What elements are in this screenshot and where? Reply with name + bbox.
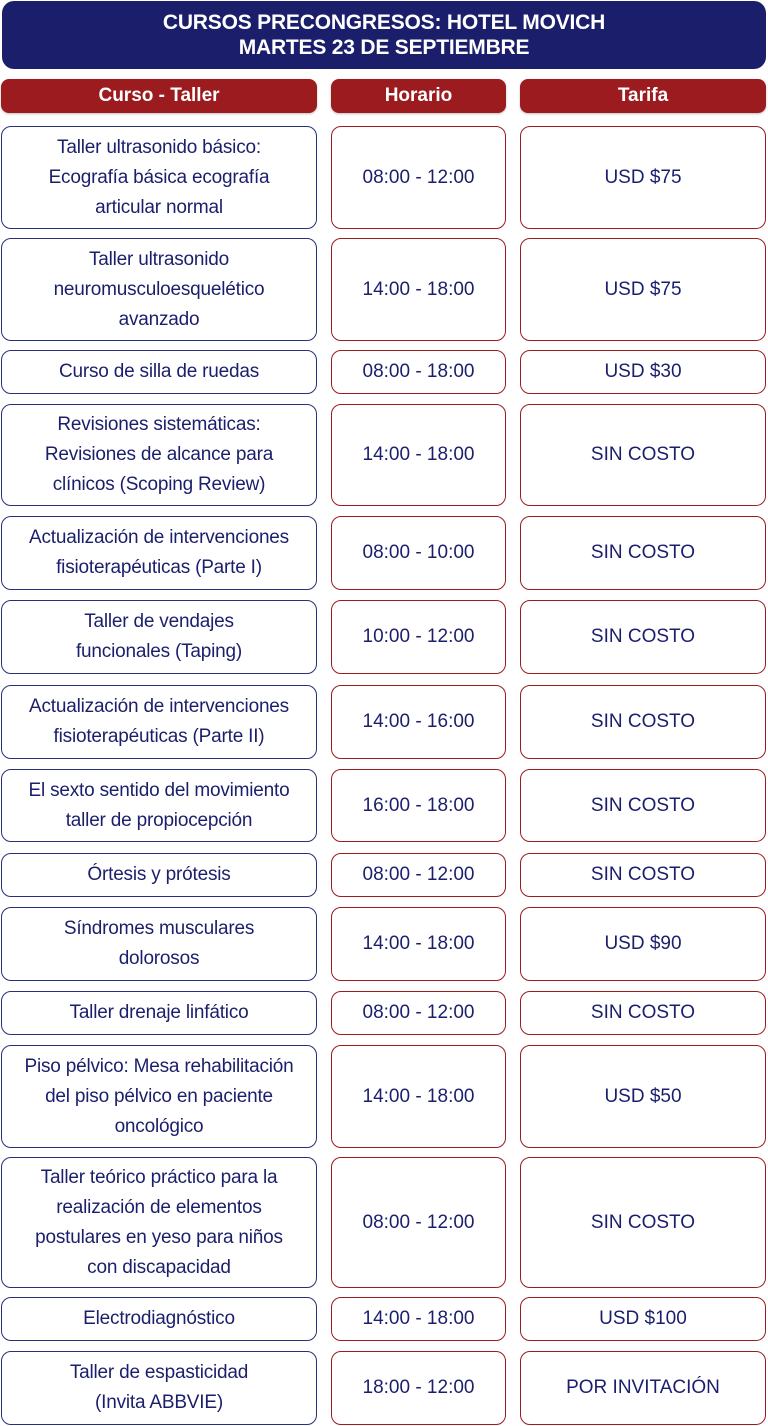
course-name-line: clínicos (Scoping Review) [52, 474, 266, 495]
course-cell [1, 1157, 317, 1288]
fee-cell: USD $30 [520, 350, 766, 394]
course-name-line: Revisiones de alcance para [44, 444, 274, 465]
course-cell [1, 600, 317, 674]
fee-cell: SIN COSTO [520, 516, 766, 590]
fee-cell: USD $75 [520, 126, 766, 229]
course-name [87, 860, 230, 890]
course-cell [1, 516, 317, 590]
time-cell: 08:00 - 18:00 [331, 350, 506, 394]
course-name-line: Ecografía básica ecografía [48, 166, 270, 188]
course-cell [1, 350, 317, 394]
course-name [76, 607, 242, 667]
course-name [45, 410, 273, 500]
course-name-line: Curso de silla de ruedas [58, 361, 260, 382]
course-name-line: dolorosos [118, 948, 200, 969]
column-header-course: Curso - Taller [1, 79, 317, 113]
time-cell: 14:00 - 18:00 [331, 1297, 506, 1341]
page-title [2, 1, 766, 69]
time-cell: 10:00 - 12:00 [331, 600, 506, 674]
course-cell [1, 1351, 317, 1425]
course-name [24, 1052, 293, 1142]
time-cell: 14:00 - 18:00 [331, 1045, 506, 1148]
course-name-line: del piso pélvico en paciente [45, 1085, 273, 1107]
course-name-line: Actualización de intervenciones [29, 696, 289, 717]
fee-cell: SIN COSTO [520, 769, 766, 842]
course-name-line: Electrodiagnóstico [83, 1308, 235, 1329]
fee-cell: POR INVITACIÓN [520, 1351, 766, 1425]
time-cell: 14:00 - 18:00 [331, 238, 506, 341]
fee-cell: USD $90 [520, 907, 766, 981]
course-cell [1, 404, 317, 506]
course-cell [1, 685, 317, 759]
course-name [83, 1304, 235, 1334]
course-name-line: (Invita ABBVIE) [95, 1392, 223, 1413]
course-cell [1, 907, 317, 981]
course-name-line: Taller de espasticidad [69, 1362, 249, 1383]
fee-cell: SIN COSTO [520, 853, 766, 897]
course-name-line: Taller teórico práctico para la [40, 1166, 278, 1188]
time-cell: 08:00 - 12:00 [331, 1157, 506, 1288]
course-name [49, 133, 270, 223]
course-cell [1, 238, 317, 341]
fee-cell: SIN COSTO [520, 685, 766, 759]
time-cell: 08:00 - 12:00 [331, 126, 506, 229]
time-cell: 08:00 - 12:00 [331, 853, 506, 897]
course-name [54, 245, 265, 335]
fee-cell: SIN COSTO [520, 404, 766, 506]
course-name-line: neuromusculoesquelético [53, 278, 265, 300]
course-name-line: Piso pélvico: Mesa rehabilitación [24, 1055, 294, 1077]
course-name-line: taller de propiocepción [65, 809, 253, 831]
course-name-line: con discapacidad [87, 1256, 231, 1278]
course-name-line: Taller ultrasonido [88, 248, 230, 270]
course-cell [1, 991, 317, 1035]
course-cell [1, 769, 317, 842]
course-name-line: Síndromes musculares [63, 918, 255, 939]
course-name-line: fisioterapéuticas (Parte II) [53, 726, 265, 747]
time-cell: 08:00 - 10:00 [331, 516, 506, 590]
course-name-line: Taller de vendajes [84, 611, 234, 632]
fee-cell: SIN COSTO [520, 991, 766, 1035]
course-name-line: avanzado [118, 308, 200, 330]
course-name [29, 523, 289, 583]
course-cell [1, 1297, 317, 1341]
course-name-line: Revisiones sistemáticas: [57, 414, 261, 435]
course-name [59, 357, 259, 387]
course-cell [1, 126, 317, 229]
course-cell [1, 1045, 317, 1148]
column-header-time: Horario [331, 79, 506, 113]
course-name [64, 914, 254, 974]
title-line-2: MARTES 23 DE SEPTIEMBRE [238, 36, 530, 59]
course-name [70, 998, 249, 1028]
fee-cell: USD $50 [520, 1045, 766, 1148]
time-cell: 16:00 - 18:00 [331, 769, 506, 842]
time-cell: 18:00 - 12:00 [331, 1351, 506, 1425]
course-name [35, 1163, 283, 1283]
course-name-line: articular normal [95, 196, 223, 218]
course-name-line: Órtesis y prótesis [87, 864, 231, 885]
time-cell: 14:00 - 18:00 [331, 404, 506, 506]
course-name-line: oncológico [114, 1115, 204, 1137]
course-name [29, 692, 289, 752]
course-name-line: postulares en yeso para niños [35, 1226, 283, 1248]
fee-cell: SIN COSTO [520, 600, 766, 674]
fee-cell: USD $100 [520, 1297, 766, 1341]
course-name-line: realización de elementos [56, 1196, 262, 1218]
column-header-fee: Tarifa [520, 79, 766, 113]
course-name [70, 1358, 248, 1418]
fee-cell: SIN COSTO [520, 1157, 766, 1288]
time-cell: 14:00 - 16:00 [331, 685, 506, 759]
course-cell [1, 853, 317, 897]
time-cell: 14:00 - 18:00 [331, 907, 506, 981]
course-name-line: fisioterapéuticas (Parte I) [56, 557, 262, 578]
time-cell: 08:00 - 12:00 [331, 991, 506, 1035]
course-name-line: Actualización de intervenciones [29, 527, 289, 548]
course-name-line: El sexto sentido del movimiento [28, 779, 290, 801]
course-name-line: funcionales (Taping) [75, 641, 243, 662]
course-name [29, 776, 290, 836]
title-line-1: CURSOS PRECONGRESOS: HOTEL MOVICH [162, 11, 606, 34]
course-name-line: Taller drenaje linfático [69, 1002, 249, 1023]
fee-cell: USD $75 [520, 238, 766, 341]
course-name-line: Taller ultrasonido básico: [57, 136, 261, 158]
